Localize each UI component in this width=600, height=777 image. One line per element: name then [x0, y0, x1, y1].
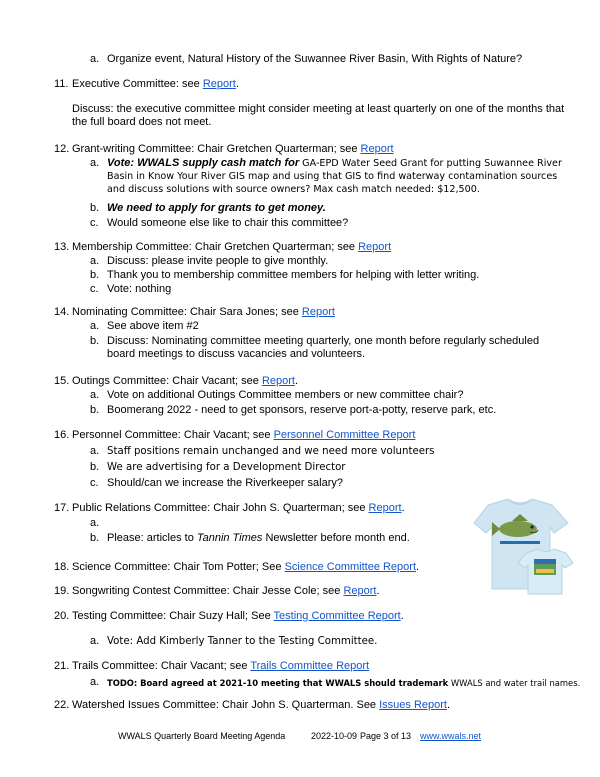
list-item-text: We need to apply for grants to get money. [107, 202, 326, 214]
science-report-link[interactable]: Science Committee Report [284, 561, 417, 573]
footer-title: WWALS Quarterly Board Meeting Agenda [118, 731, 286, 741]
item-heading: Science Committee: Chair Tom Potter; See Science Committee Report. [72, 561, 420, 573]
list-item-text: Vote: Add Kimberly Tanner to the Testing Committee. [107, 636, 378, 647]
list-marker: a. [90, 53, 100, 65]
list-marker: b. [90, 461, 100, 473]
report-link[interactable]: Report [301, 306, 335, 318]
todo-item: TODO: Board agreed at 2021-10 meeting that WWALS should trademark WWALS and water trail names. [107, 678, 581, 688]
discussion-text: Discuss: the executive committee might consider meeting at least quarterly on one of the months that the full board does not meet. [72, 103, 565, 128]
list-marker: a. [90, 255, 100, 267]
item-heading: Outings Committee: Chair Vacant; see Report. [72, 375, 299, 387]
item-heading: Personnel Committee: Chair Vacant; see Personnel Committee Report [72, 429, 416, 441]
footer-page-number: Page 3 of 13 [360, 731, 412, 741]
testing-report-link[interactable]: Testing Committee Report [273, 610, 401, 622]
list-marker: a. [90, 389, 100, 401]
item-number: 13. [54, 241, 70, 253]
list-marker: a. [90, 320, 100, 332]
list-item-text: Thank you to membership committee members for helping with letter writing. [107, 269, 480, 281]
report-link[interactable]: Report [343, 585, 377, 597]
item-heading: Grant-writing Committee: Chair Gretchen Quarterman; see Report [72, 143, 394, 155]
list-item-text: Please: articles to Tannin Times Newsletter before month end. [107, 532, 410, 544]
list-marker: c. [90, 283, 99, 295]
report-link[interactable]: Report [358, 241, 392, 253]
list-item-text: Staff positions remain unchanged and we need more volunteers [107, 446, 435, 457]
report-link[interactable]: Report [368, 502, 402, 514]
list-marker: b. [90, 335, 100, 347]
list-item-text: See above item #2 [107, 320, 199, 332]
list-item-text: Vote: nothing [107, 283, 172, 295]
list-item-text: Discuss: Nominating committee meeting quarterly, one month before regularly scheduled board meetings to discuss vacancies and volunteers. [107, 335, 540, 360]
list-marker: a. [90, 157, 100, 169]
report-link[interactable]: Report [261, 375, 295, 387]
list-item-text: Discuss: please invite people to give monthly. [107, 255, 329, 267]
item-number: 18. [54, 561, 70, 573]
item-heading: Executive Committee: see Report. [72, 78, 239, 90]
footer-website-link[interactable]: www.wwals.net [420, 731, 482, 741]
item-number: 17. [54, 502, 70, 514]
list-item-text: We are advertising for a Development Director [107, 462, 346, 473]
list-marker: a. [90, 445, 100, 457]
list-marker: b. [90, 269, 100, 281]
item-heading: Membership Committee: Chair Gretchen Quarterman; see Report [72, 241, 392, 253]
item-heading: Testing Committee: Chair Suzy Hall; See Testing Committee Report. [72, 610, 404, 622]
list-item-text: Should/can we increase the Riverkeeper salary? [107, 477, 344, 489]
item-heading: Nominating Committee: Chair Sara Jones; see Report [72, 306, 335, 318]
item-number: 12. [54, 143, 70, 155]
list-marker: b. [90, 404, 100, 416]
item-heading: Watershed Issues Committee: Chair John S. Quarterman. See Issues Report. [72, 699, 451, 711]
item-number: 11. [54, 78, 69, 90]
issues-report-link[interactable]: Issues Report [379, 699, 447, 711]
item-number: 15. [54, 375, 70, 387]
item-number: 16. [54, 429, 70, 441]
item-number: 14. [54, 306, 70, 318]
item-heading: Trails Committee: Chair Vacant; see Trails Committee Report [72, 660, 370, 672]
list-item-text: Organize event, Natural History of the Suwannee River Basin, With Rights of Nature? [107, 53, 523, 65]
item-number: 22. [54, 699, 70, 711]
footer-date: 2022-10-09 [311, 731, 358, 741]
list-item-text: Vote on additional Outings Committee members or new committee chair? [107, 389, 464, 401]
trails-report-link[interactable]: Trails Committee Report [250, 660, 370, 672]
report-link[interactable]: Report [202, 78, 236, 90]
list-marker: a. [90, 635, 100, 647]
item-heading: Songwriting Contest Committee: Chair Jesse Cole; see Report. [72, 585, 380, 597]
report-link[interactable]: Report [360, 143, 394, 155]
vote-item: Vote: WWALS supply cash match for GA-EPD Water Seed Grant for putting Suwannee River Basin in Know Your River GIS map and using that GIS to find waterway contamination sources and discuss solutions with source owners? Max cash match needed: $12,500. [107, 157, 562, 195]
personnel-report-link[interactable]: Personnel Committee Report [273, 429, 416, 441]
item-number: 20. [54, 610, 70, 622]
list-marker: a. [90, 676, 100, 688]
list-marker: a. [90, 517, 100, 529]
list-marker: c. [90, 477, 99, 489]
list-item-text: Would someone else like to chair this committee? [107, 217, 349, 229]
list-item-text: Boomerang 2022 - need to get sponsors, reserve port-a-potty, reserve park, etc. [107, 404, 497, 416]
item-number: 19. [54, 585, 70, 597]
list-marker: b. [90, 202, 100, 214]
item-number: 21. [54, 660, 70, 672]
list-marker: c. [90, 217, 99, 229]
list-marker: b. [90, 532, 100, 544]
tshirt-merchandise-image [470, 497, 574, 595]
item-heading: Public Relations Committee: Chair John S. Quarterman; see Report. [72, 502, 405, 514]
